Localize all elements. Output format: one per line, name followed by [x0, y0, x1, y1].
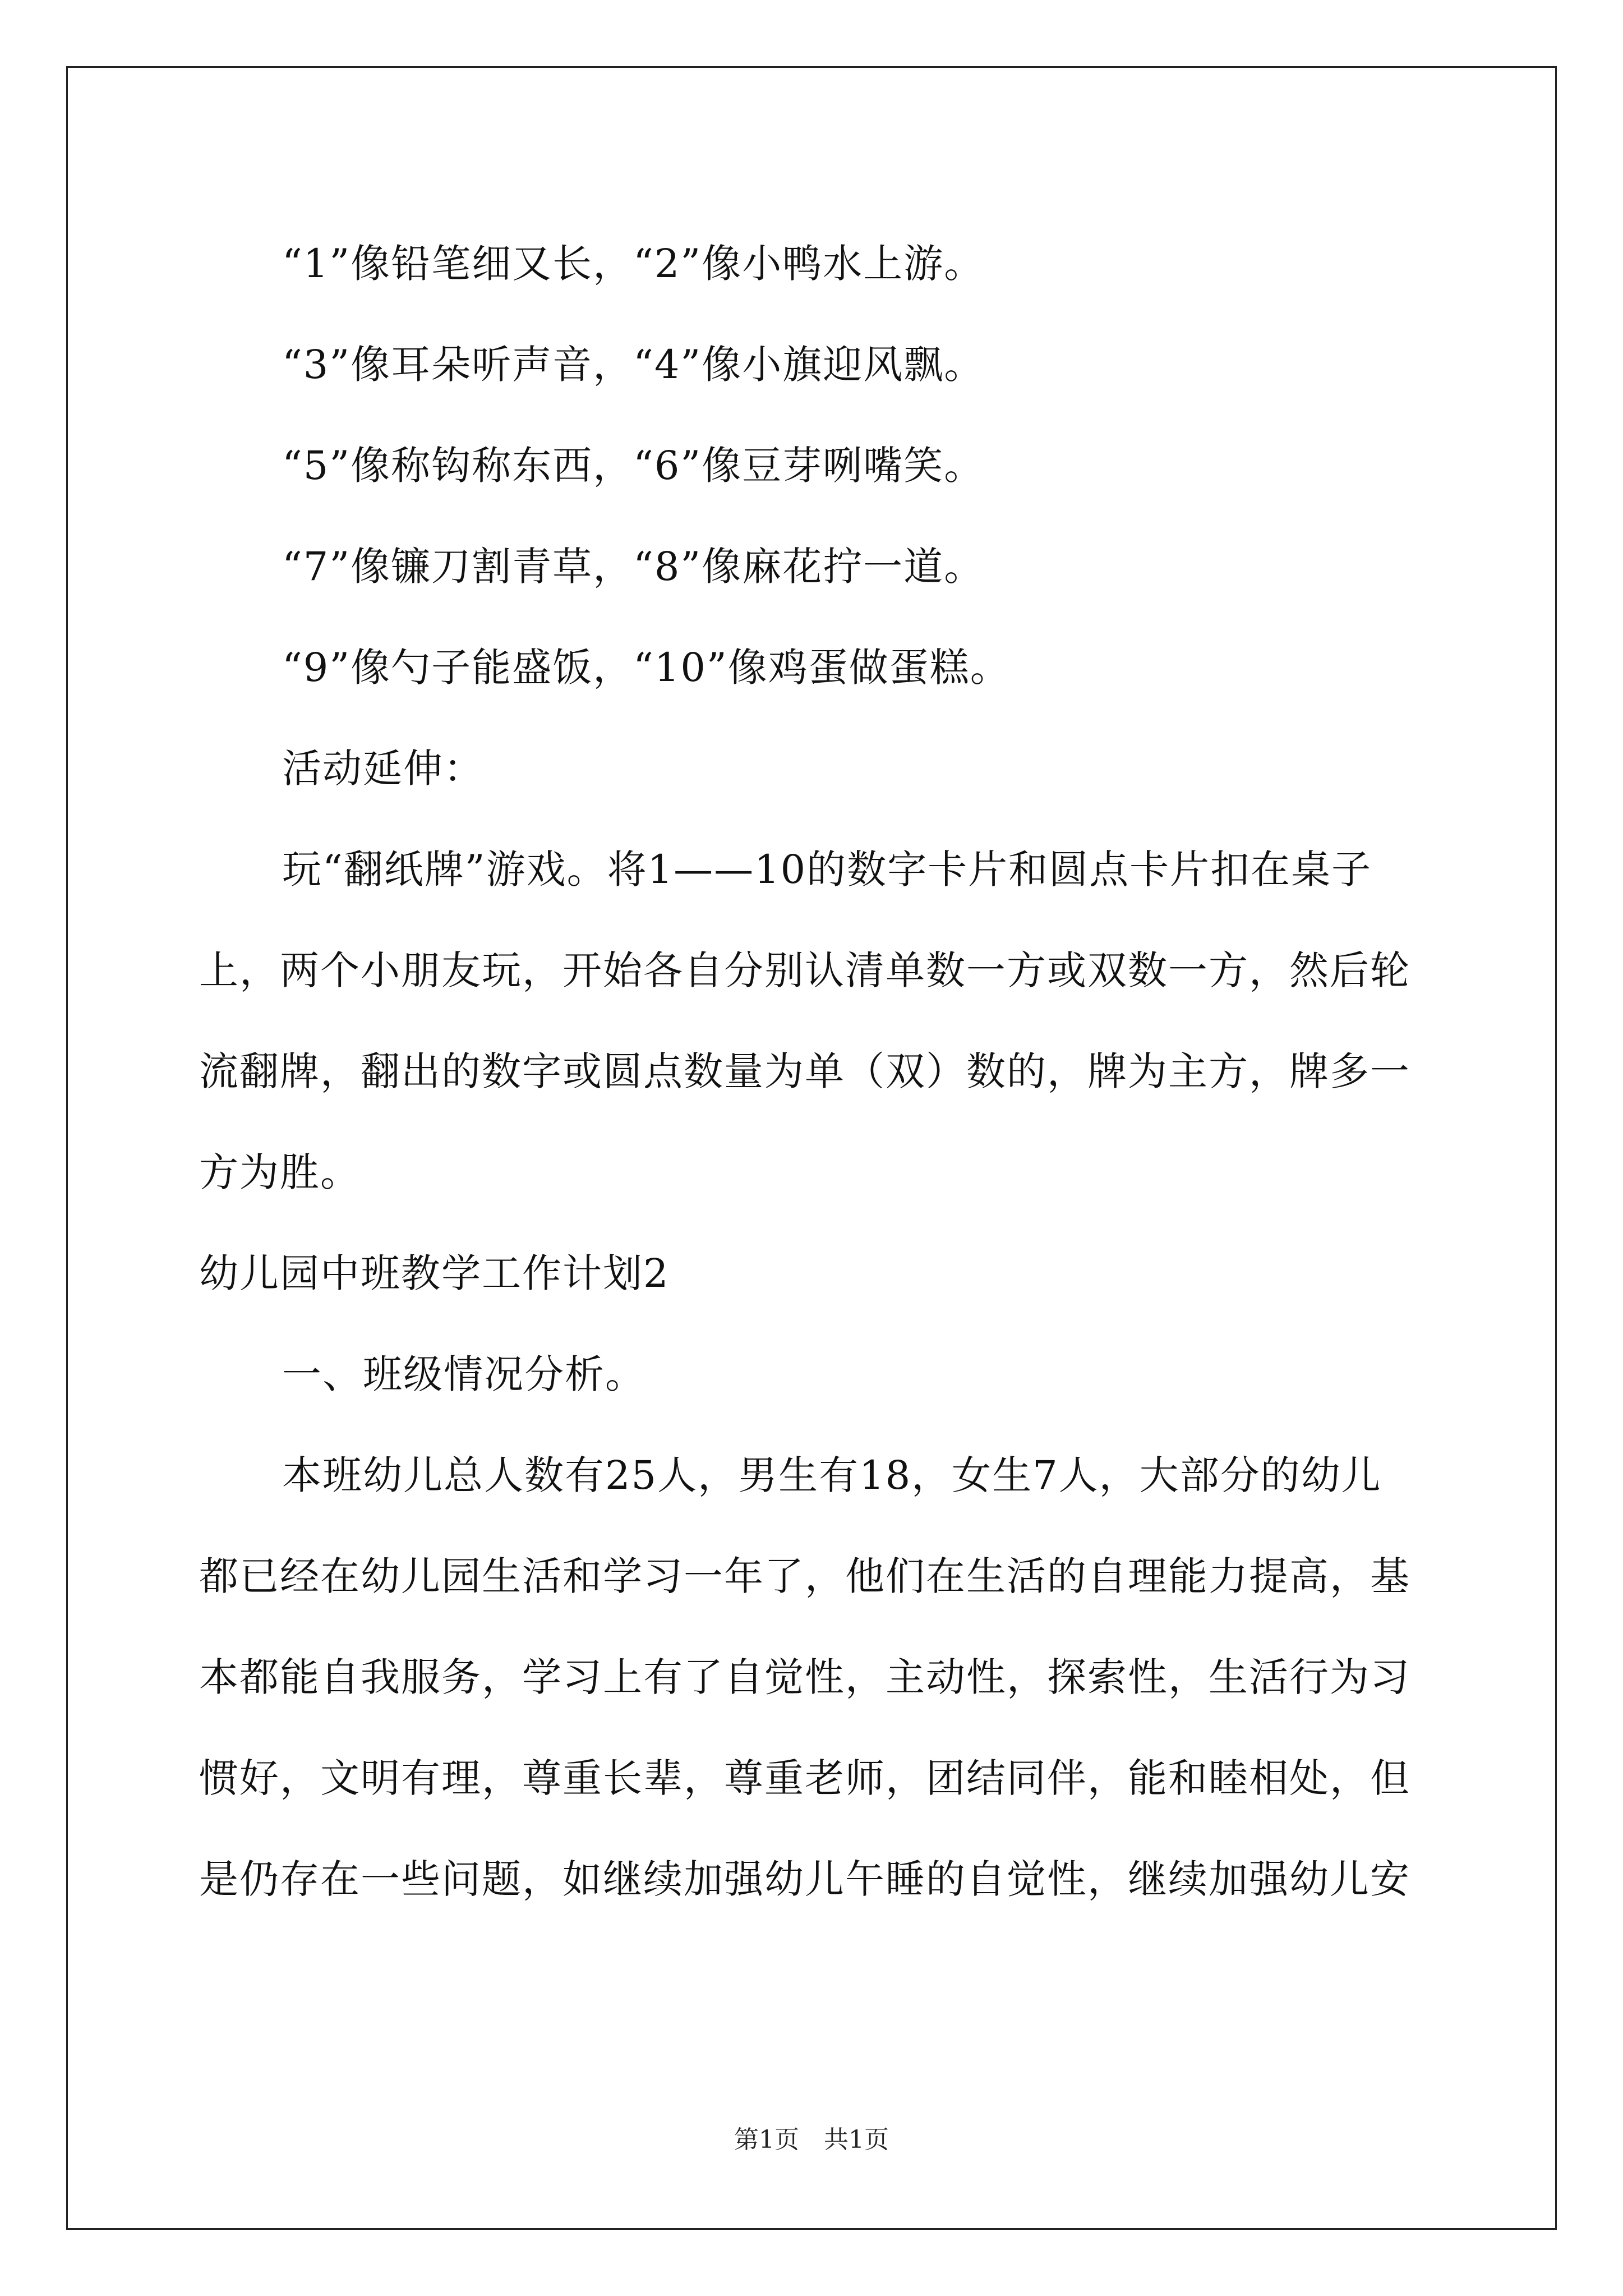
paragraph-line: 上，两个小朋友玩，开始各自分别认清单数一方或双数一方，然后轮 [199, 947, 1410, 993]
text-line: “5”像称钩称东西，“6”像豆芽咧嘴笑。 [282, 443, 985, 489]
paragraph-line: 都已经在幼儿园生活和学习一年了，他们在生活的自理能力提高，基 [199, 1553, 1410, 1599]
document-body [199, 213, 1427, 1930]
text-line: “1”像铅笔细又长，“2”像小鸭水上游。 [282, 241, 985, 287]
section-heading: 活动延伸： [282, 746, 484, 792]
text-line: “7”像镰刀割青草，“8”像麻花拧一道。 [282, 544, 985, 590]
section-heading: 一、班级情况分析。 [282, 1351, 645, 1397]
page-footer: 第1页 共1页 [734, 2125, 889, 2154]
paragraph-line: 玩“翻纸牌”游戏。将1——10的数字卡片和圆点卡片扣在桌子 [282, 846, 1372, 892]
paragraph-line: 是仍存在一些问题，如继续加强幼儿午睡的自觉性，继续加强幼儿安 [199, 1856, 1410, 1902]
text-line: “3”像耳朵听声音，“4”像小旗迎风飘。 [282, 342, 985, 388]
paragraph-line: 流翻牌，翻出的数字或圆点数量为单（双）数的，牌为主方，牌多一 [199, 1048, 1410, 1094]
paragraph-line: 本班幼儿总人数有25人，男生有18，女生7人，大部分的幼儿 [282, 1452, 1382, 1498]
document-title: 幼儿园中班教学工作计划2 [199, 1250, 670, 1296]
paragraph-line: 惯好，文明有理，尊重长辈，尊重老师，团结同伴，能和睦相处，但 [199, 1755, 1410, 1801]
text-line: “9”像勺子能盛饭，“10”像鸡蛋做蛋糕。 [282, 645, 1011, 691]
paragraph-line: 本都能自我服务，学习上有了自觉性，主动性，探索性，生活行为习 [199, 1654, 1410, 1700]
paragraph-line: 方为胜。 [199, 1149, 361, 1195]
